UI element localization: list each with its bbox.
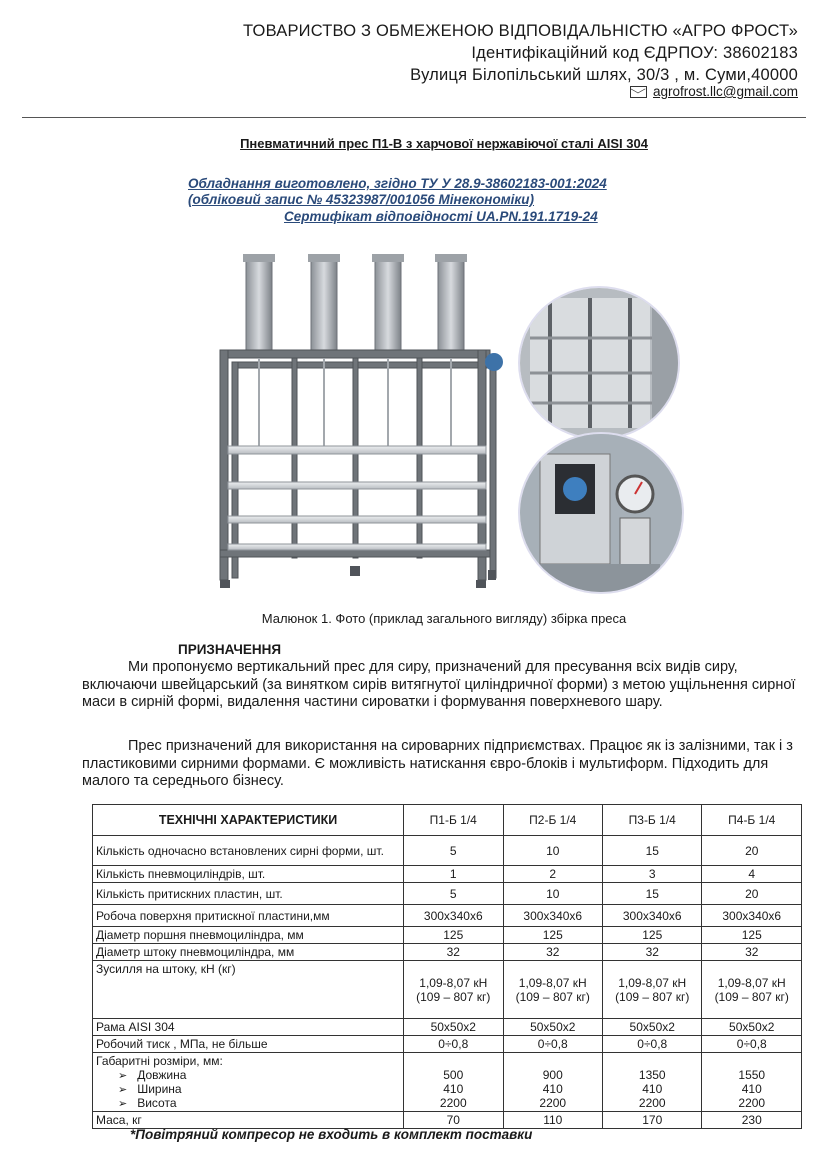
dims-list — [96, 1068, 400, 1110]
table-header-model: П3-Б 1/4 — [603, 805, 702, 836]
cell-value: 300х340х6 — [702, 905, 802, 927]
company-name: ТОВАРИСТВО З ОБМЕЖЕНОЮ ВІДПОВІДАЛЬНІСТЮ «АГРО ФРОСТ» — [243, 22, 798, 40]
cell-value: 10 — [503, 836, 602, 866]
cell-value: 32 — [702, 944, 802, 961]
detail-photo-valve — [518, 432, 684, 594]
table-row-dimensions — [93, 1053, 802, 1112]
cell-value: 5 — [404, 883, 503, 905]
figure-caption: Малюнок 1. Фото (приклад загального вигляду) збірка преса — [261, 611, 627, 626]
table-row — [93, 905, 802, 927]
row-label: Кількість притискних пластин, шт. — [93, 883, 404, 905]
cell-value: 300х340х6 — [603, 905, 702, 927]
footnote: *Повітряний компресор не входить в комплект поставки — [130, 1127, 533, 1142]
valve-icon — [485, 353, 503, 371]
detail-photo-frame — [518, 286, 680, 440]
cell-value: 230 — [702, 1112, 802, 1129]
cell-value: 32 — [603, 944, 702, 961]
row-label — [93, 1053, 404, 1112]
table-row — [93, 1112, 802, 1129]
cell-value: 5 — [404, 836, 503, 866]
cell-value: 125 — [404, 927, 503, 944]
row-label: Кількість пневмоциліндрів, шт. — [93, 866, 404, 883]
cell-value: 1,09-8,07 кН (109 – 807 кг) — [503, 961, 602, 1019]
table-row — [93, 866, 802, 883]
cell-value: 500 410 2200 — [404, 1053, 503, 1112]
header-divider — [22, 117, 806, 118]
purpose-heading: ПРИЗНАЧЕННЯ — [178, 642, 282, 657]
cert-line-1: Обладнання виготовлено, згідно ТУ У 28.9-38602183-001:2024 — [188, 176, 607, 191]
cell-value: 300х340х6 — [503, 905, 602, 927]
cell-value: 170 — [603, 1112, 702, 1129]
row-label: Діаметр поршня пневмоциліндра, мм — [93, 927, 404, 944]
dims-item: ➢ Висота — [118, 1096, 400, 1110]
pneumatic-cylinders — [243, 254, 467, 354]
table-row — [93, 883, 802, 905]
table-row — [93, 1036, 802, 1053]
envelope-icon — [630, 86, 647, 98]
table-row — [93, 944, 802, 961]
table-row — [93, 927, 802, 944]
cell-value: 3 — [603, 866, 702, 883]
cell-value: 0÷0,8 — [702, 1036, 802, 1053]
table-row — [93, 961, 802, 1019]
cell-value: 125 — [702, 927, 802, 944]
cell-value: 0÷0,8 — [603, 1036, 702, 1053]
row-label: Зусилля на штоку, кН (кг) — [93, 961, 404, 1019]
specs-table — [92, 804, 802, 1129]
cell-value: 15 — [603, 836, 702, 866]
row-label: Рама AISI 304 — [93, 1019, 404, 1036]
edrpou-code: Ідентифікаційний код ЄДРПОУ: 38602183 — [471, 44, 798, 62]
cell-value: 900 410 2200 — [503, 1053, 602, 1112]
cell-value: 50х50х2 — [603, 1019, 702, 1036]
cell-value: 0÷0,8 — [404, 1036, 503, 1053]
cert-line-3: Сертифікат відповідності UA.PN.191.1719-24 — [284, 209, 598, 224]
table-header-model: П4-Б 1/4 — [702, 805, 802, 836]
cell-value: 1 — [404, 866, 503, 883]
cell-value: 1550 410 2200 — [702, 1053, 802, 1112]
dims-item: ➢ Ширина — [118, 1082, 400, 1096]
press-photo — [214, 250, 514, 590]
cell-value: 10 — [503, 883, 602, 905]
cell-value: 15 — [603, 883, 702, 905]
email-link[interactable]: agrofrost.llc@gmail.com — [653, 84, 798, 99]
purpose-paragraph-2: Прес призначений для використання на сироварних підприємствах. Працює як із залізними, так і з пластиковими сирними формами. Є можливість натискання євро-блоків і мультиформ. Підходить для малого та середнього бізнесу. — [82, 738, 793, 790]
cell-value: 20 — [702, 836, 802, 866]
cell-value: 70 — [404, 1112, 503, 1129]
row-label: Маса, кг — [93, 1112, 404, 1129]
company-address: Вулиця Білопільський шлях, 30/3 , м. Суми,40000 — [410, 66, 798, 84]
cell-value: 300х340х6 — [404, 905, 503, 927]
cell-value: 1,09-8,07 кН (109 – 807 кг) — [702, 961, 802, 1019]
email-row — [630, 84, 798, 99]
table-header-model: П1-Б 1/4 — [404, 805, 503, 836]
cell-value: 125 — [503, 927, 602, 944]
cell-value: 0÷0,8 — [503, 1036, 602, 1053]
row-label: Робоча поверхня притискної пластини,мм — [93, 905, 404, 927]
purpose-paragraph-1: Ми пропонуємо вертикальний прес для сиру, призначений для пресування всіх видів сиру, включаючи швейцарський (за винятком сирів витягнутої циліндричної форми) з метою ущільнення сирної маси в сирній формі, видалення частини сироватки і формування поверхневого шару. — [82, 659, 796, 711]
row-label: Діаметр штоку пневмоциліндра, мм — [93, 944, 404, 961]
table-header-row — [93, 805, 802, 836]
dims-label: Габаритні розміри, мм: — [96, 1054, 223, 1068]
dims-item: ➢ Довжина — [118, 1068, 400, 1082]
cert-line-2: (обліковий запис № 45323987/001056 Мінекономіки) — [188, 192, 535, 207]
table-row — [93, 1019, 802, 1036]
cell-value: 1,09-8,07 кН (109 – 807 кг) — [404, 961, 503, 1019]
cell-value: 1,09-8,07 кН (109 – 807 кг) — [603, 961, 702, 1019]
table-row — [93, 836, 802, 866]
row-label: Робочий тиск , МПа, не більше — [93, 1036, 404, 1053]
table-header-title: ТЕХНІЧНІ ХАРАКТЕРИСТИКИ — [93, 805, 404, 836]
cell-value: 50х50х2 — [503, 1019, 602, 1036]
cell-value: 110 — [503, 1112, 602, 1129]
row-label: Кількість одночасно встановлених сирні форми, шт. — [93, 836, 404, 866]
cell-value: 32 — [503, 944, 602, 961]
cell-value: 125 — [603, 927, 702, 944]
cell-value: 20 — [702, 883, 802, 905]
cell-value: 50х50х2 — [404, 1019, 503, 1036]
cell-value: 32 — [404, 944, 503, 961]
cell-value: 1350 410 2200 — [603, 1053, 702, 1112]
cell-value: 2 — [503, 866, 602, 883]
table-header-model: П2-Б 1/4 — [503, 805, 602, 836]
document-title: Пневматичний прес П1-В з харчової нержавіючої сталі AISI 304 — [240, 136, 648, 151]
cell-value: 4 — [702, 866, 802, 883]
cell-value: 50х50х2 — [702, 1019, 802, 1036]
